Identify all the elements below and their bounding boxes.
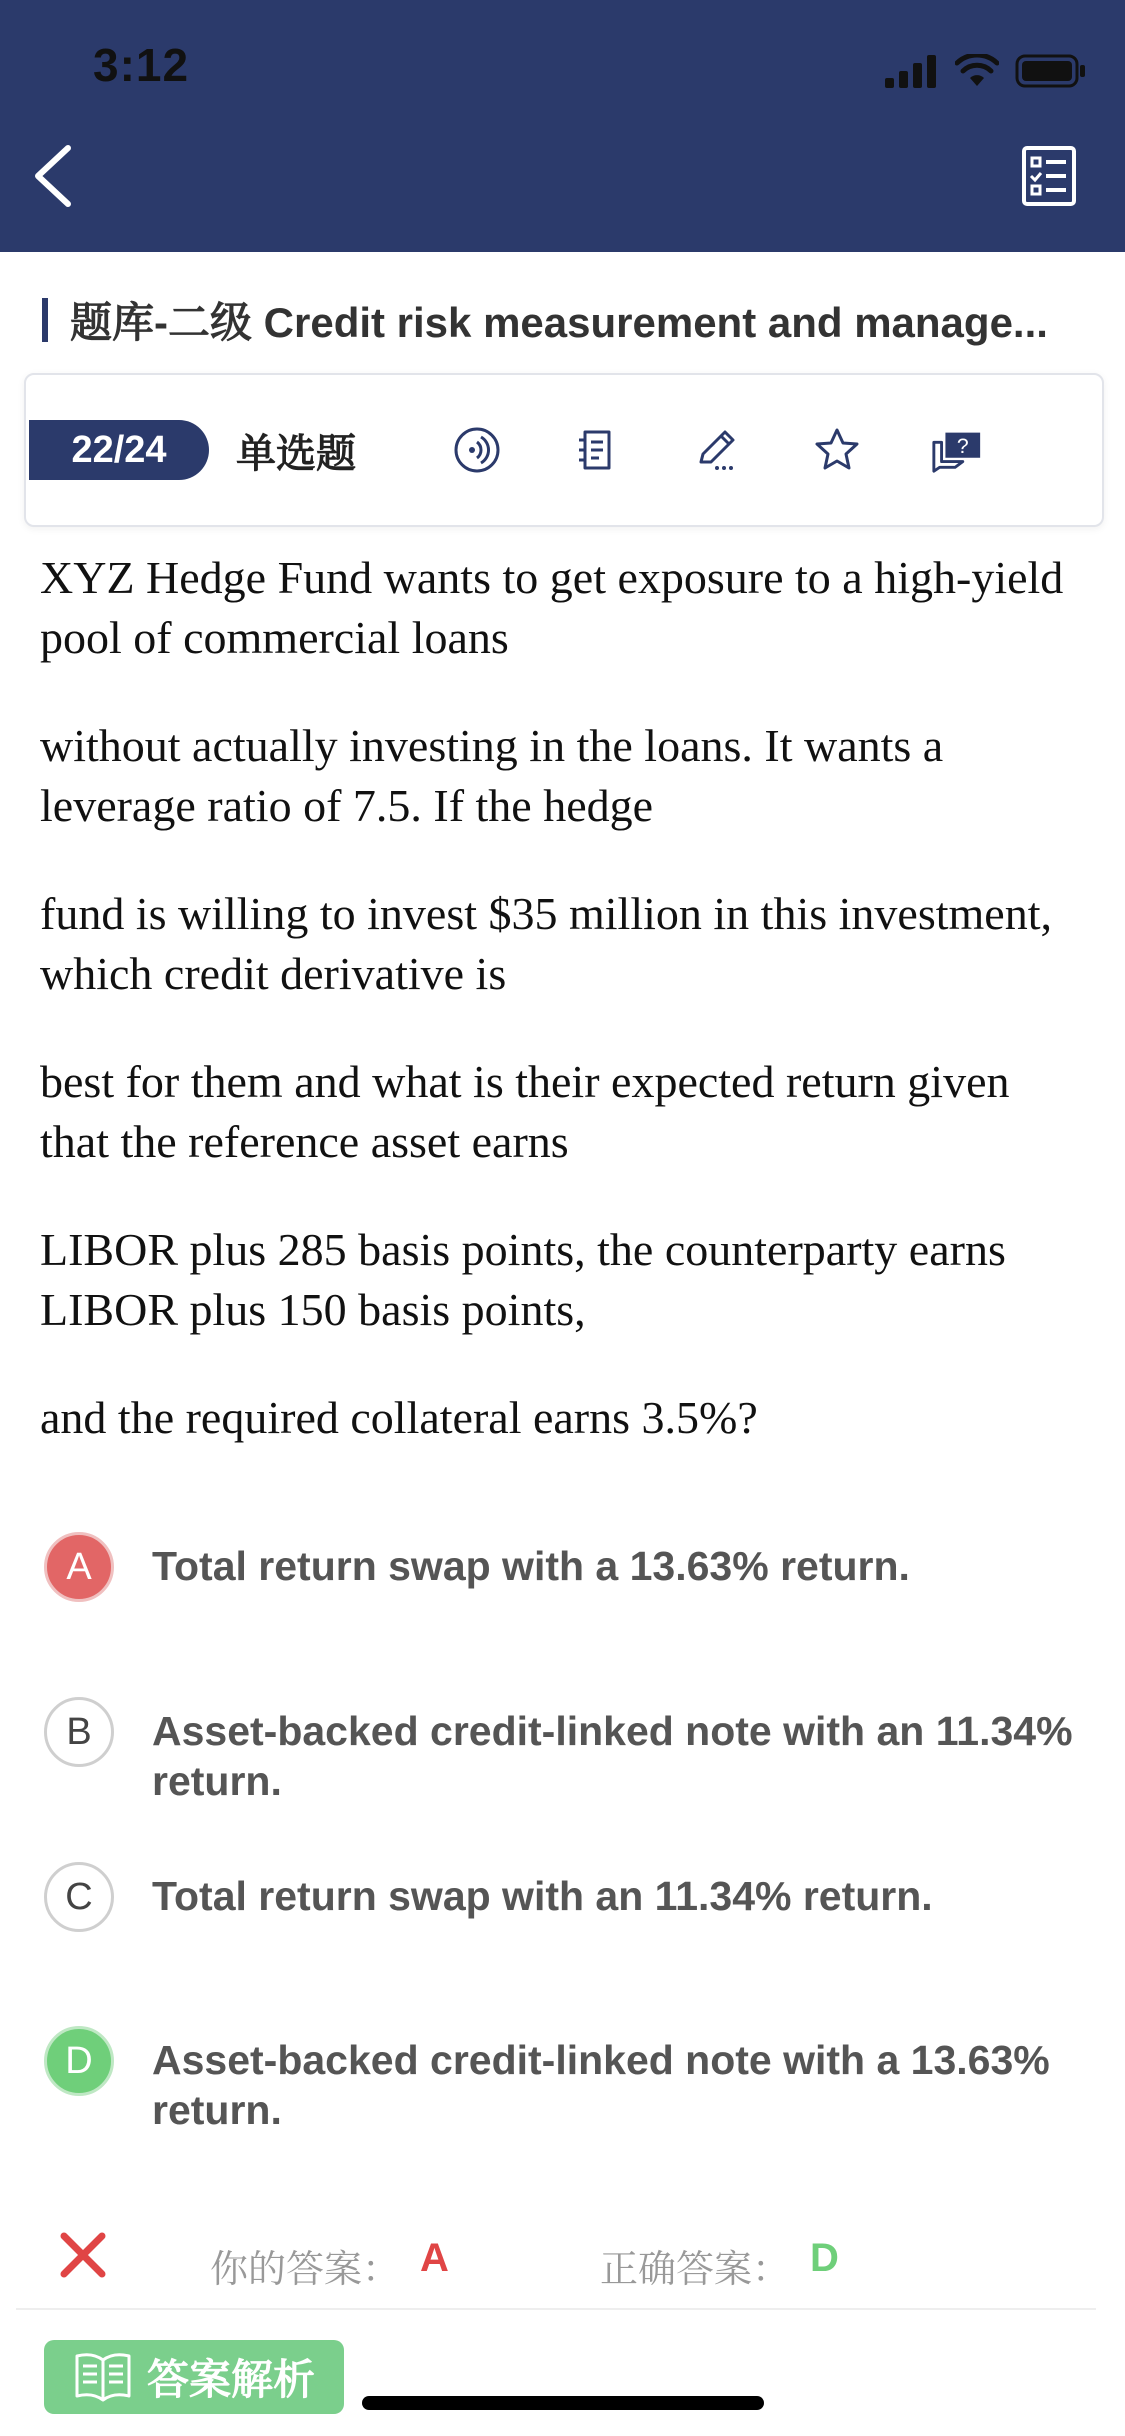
- question-toolbar: [24, 373, 1104, 527]
- question-list-button[interactable]: [1021, 145, 1077, 207]
- cellular-signal-icon: [883, 54, 939, 88]
- breadcrumb-accent-bar: [42, 298, 48, 342]
- option-a-text: Total return swap with a 13.63% return.: [152, 1543, 910, 1589]
- ask-question-button[interactable]: [930, 423, 984, 477]
- svg-text:?: ?: [956, 434, 969, 458]
- chevron-left-icon: [20, 130, 90, 220]
- breadcrumb: [42, 290, 1082, 350]
- option-a[interactable]: [44, 1532, 1084, 1602]
- notes-button[interactable]: [570, 423, 624, 477]
- your-answer-label: 你的答案：: [210, 2249, 401, 2291]
- answer-summary: [0, 2210, 1125, 2310]
- audio-icon: [453, 426, 501, 474]
- your-answer-value: A: [420, 2236, 449, 2280]
- question-stem: [40, 548, 1085, 1496]
- option-d-text: Asset-backed credit-linked note with a 13.63% return.: [152, 2037, 1050, 2133]
- option-c-text: Total return swap with an 11.34% return.: [152, 1873, 933, 1919]
- question-counter: 22/24: [29, 420, 209, 480]
- option-b-letter: B: [44, 1697, 114, 1767]
- option-a-letter: A: [44, 1532, 114, 1602]
- answer-analysis-label: 答案解析: [146, 2356, 315, 2403]
- question-paragraph: without actually investing in the loans. It wants a leverage ratio of 7.5. If the hedge: [40, 720, 944, 831]
- status-time: 3:12: [93, 39, 190, 91]
- star-icon: [813, 426, 861, 474]
- open-book-icon: [73, 2350, 133, 2404]
- favorite-button[interactable]: [810, 423, 864, 477]
- status-icons: [883, 46, 1087, 96]
- option-d[interactable]: [44, 2026, 1084, 2135]
- battery-icon: [1015, 53, 1087, 89]
- divider: [16, 2308, 1096, 2310]
- option-b[interactable]: [44, 1697, 1084, 1806]
- notes-icon: [575, 428, 619, 472]
- question-paragraph: and the required collateral earns 3.5%?: [40, 1392, 758, 1443]
- back-button[interactable]: [20, 130, 90, 220]
- question-paragraph: LIBOR plus 285 basis points, the counterparty earns LIBOR plus 150 basis points,: [40, 1224, 1006, 1335]
- option-b-text: Asset-backed credit-linked note with an 11.34% return.: [152, 1708, 1073, 1804]
- edit-icon: [693, 426, 741, 474]
- option-d-letter: D: [44, 2026, 114, 2096]
- edit-button[interactable]: [690, 423, 744, 477]
- question-paragraph: best for them and what is their expected return given that the reference asset earns: [40, 1056, 1010, 1167]
- header: [0, 0, 1125, 252]
- correct-answer-label: 正确答案：: [600, 2249, 791, 2291]
- wifi-icon: [955, 54, 999, 88]
- checklist-icon: [1021, 145, 1077, 207]
- breadcrumb-title: 题库-二级 Credit risk measurement and manage...: [70, 299, 1048, 346]
- answer-analysis-button[interactable]: [44, 2340, 344, 2414]
- question-type: 单选题: [236, 432, 356, 476]
- question-paragraph: XYZ Hedge Fund wants to get exposure to a high-yield pool of commercial loans: [40, 552, 1064, 663]
- audio-button[interactable]: [450, 423, 504, 477]
- question-feedback-icon: [930, 426, 984, 474]
- wrong-x-icon: [58, 2230, 108, 2280]
- question-paragraph: fund is willing to invest $35 million in this investment, which credit derivative is: [40, 888, 1052, 999]
- home-indicator[interactable]: [362, 2396, 764, 2410]
- option-c[interactable]: [44, 1862, 1084, 1932]
- option-c-letter: C: [44, 1862, 114, 1932]
- correct-answer-value: D: [810, 2236, 839, 2280]
